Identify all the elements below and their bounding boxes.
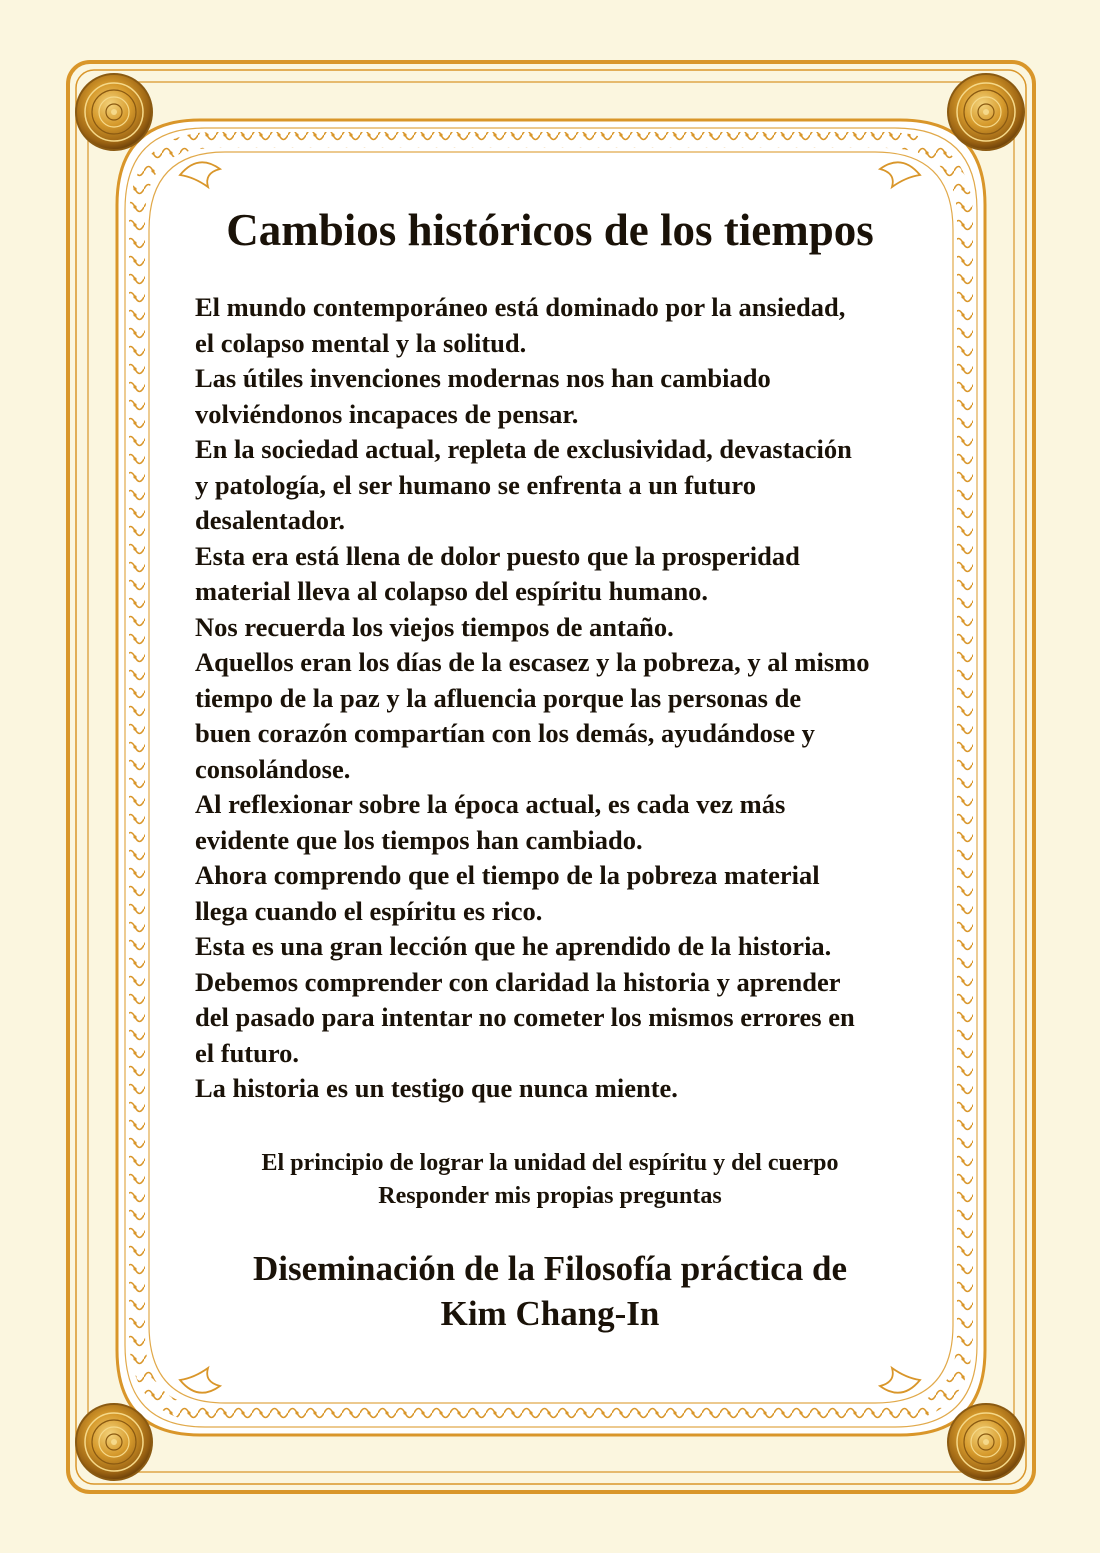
body-line: volviéndonos incapaces de pensar. — [195, 398, 579, 429]
body-line: llega cuando el espíritu es rico. — [195, 895, 543, 926]
body-line: Esta es una gran lección que he aprendido de la historia. — [195, 931, 832, 961]
principle-line: Responder mis propias preguntas — [378, 1183, 722, 1209]
signature-line: Kim Chang-In — [440, 1294, 660, 1333]
body-line: En la sociedad actual, repleta de exclusividad, devastación — [195, 434, 852, 464]
body-line: buen corazón compartían con los demás, ayudándose y — [195, 718, 815, 748]
body-line: La historia es un testigo que nunca miente. — [195, 1073, 678, 1103]
body-paragraph — [195, 290, 955, 1107]
body-line: el futuro. — [195, 1037, 300, 1068]
body-line: y patología, el ser humano se enfrenta a un futuro — [195, 469, 756, 500]
signature-block — [0, 1246, 1100, 1336]
body-line: consolándose. — [195, 753, 351, 784]
document-title: Cambios históricos de los tiempos — [226, 205, 874, 255]
body-line: Al reflexionar sobre la época actual, es cada vez más — [195, 789, 786, 819]
body-line: desalentador. — [195, 505, 345, 535]
principle-line: El principio de lograr la unidad del espíritu y del cuerpo — [261, 1150, 839, 1176]
body-line: El mundo contemporáneo está dominado por la ansiedad, — [195, 292, 846, 322]
body-line: tiempo de la paz y la afluencia porque las personas de — [195, 682, 802, 713]
body-line: Esta era está llena de dolor puesto que la prosperidad — [195, 540, 800, 571]
body-line: Ahora comprendo que el tiempo de la pobreza material — [195, 860, 820, 890]
signature-line: Diseminación de la Filosofía práctica de — [253, 1249, 847, 1288]
body-line: evidente que los tiempos han cambiado. — [195, 824, 643, 855]
body-line: el colapso mental y la solitud. — [195, 327, 527, 358]
body-line: Aquellos eran los días de la escasez y la pobreza, y al mismo — [195, 647, 870, 677]
body-line: material lleva al colapso del espíritu humano. — [195, 576, 709, 606]
principle-block — [0, 1147, 1100, 1213]
body-line: del pasado para intentar no cometer los mismos errores en — [195, 1002, 855, 1032]
body-line: Las útiles invenciones modernas nos han cambiado — [195, 363, 771, 393]
body-line: Debemos comprender con claridad la historia y aprender — [195, 966, 841, 997]
body-line: Nos recuerda los viejos tiempos de antaño. — [195, 611, 674, 642]
